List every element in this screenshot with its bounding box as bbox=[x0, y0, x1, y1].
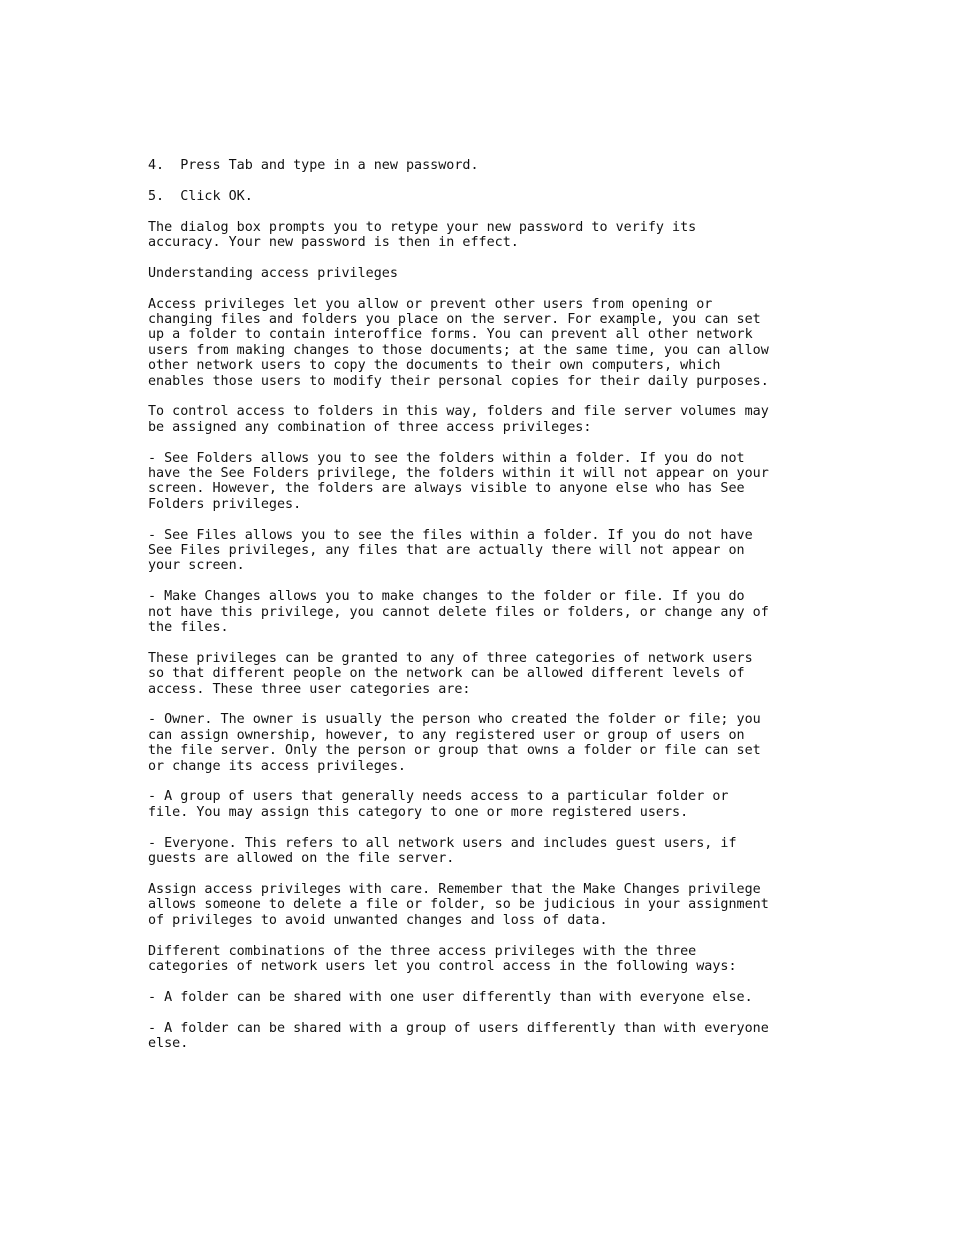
list-item-group-users: - A folder can be shared with a group of users differently than with everyone else. bbox=[148, 1020, 769, 1051]
paragraph-three-privileges: To control access to folders in this way, folders and file server volumes may be assigned any combination of three access privileges: bbox=[148, 404, 769, 435]
list-item-group: - A group of users that generally needs access to a particular folder or file. You may assign this category to one or more registered users. bbox=[148, 789, 729, 820]
document-page bbox=[148, 158, 828, 1067]
list-item-one-user: - A folder can be shared with one user differently than with everyone else. bbox=[148, 989, 753, 1005]
section-heading: Understanding access privileges bbox=[148, 265, 398, 281]
list-item-make-changes: - Make Changes allows you to make changes to the folder or file. If you do not have this privilege, you cannot delete files or folders, or change any of the files. bbox=[148, 589, 769, 636]
paragraph-access-intro: Access privileges let you allow or prevent other users from opening or changing files and folders you place on the server. For example, you can set up a folder to contain interoffice forms. You can prevent all other network users from making changes to those documents; at the same time, you can allow other network users to copy the documents to their own computers, which enables those users to modify their personal copies for their daily purposes. bbox=[148, 296, 769, 389]
paragraph-user-categories: These privileges can be granted to any of three categories of network users so that different people on the network can be allowed different levels of access. These three user categories are: bbox=[148, 650, 753, 697]
paragraph-verify-password: The dialog box prompts you to retype your new password to verify its accuracy. Your new password is then in effect. bbox=[148, 219, 697, 250]
list-item-owner: - Owner. The owner is usually the person who created the folder or file; you can assign ownership, however, to any registered user or group of users on the file server. Only the person or group that owns a folder or file can set or change its access privileges. bbox=[148, 712, 761, 774]
list-item-everyone: - Everyone. This refers to all network users and includes guest users, if guests are allowed on the file server. bbox=[148, 835, 737, 867]
list-item-see-folders: - See Folders allows you to see the folders within a folder. If you do not have the See Folders privilege, the folders within it will not appear on your screen. However, the folders are always visible to anyone else who has See Folders privileges. bbox=[148, 450, 769, 512]
paragraph-caution: Assign access privileges with care. Remember that the Make Changes privilege allows someone to delete a file or folder, so be judicious in your assignment of privileges to avoid unwanted changes and loss of data. bbox=[148, 881, 769, 928]
step-5: 5. Click OK. bbox=[148, 188, 253, 204]
step-4: 4. Press Tab and type in a new password. bbox=[148, 158, 479, 173]
list-item-see-files: - See Files allows you to see the files within a folder. If you do not have See Files privileges, any files that are actually there will not appear on your screen. bbox=[148, 527, 753, 574]
paragraph-combinations: Different combinations of the three access privileges with the three categories of network users let you control access in the following ways: bbox=[148, 943, 737, 974]
